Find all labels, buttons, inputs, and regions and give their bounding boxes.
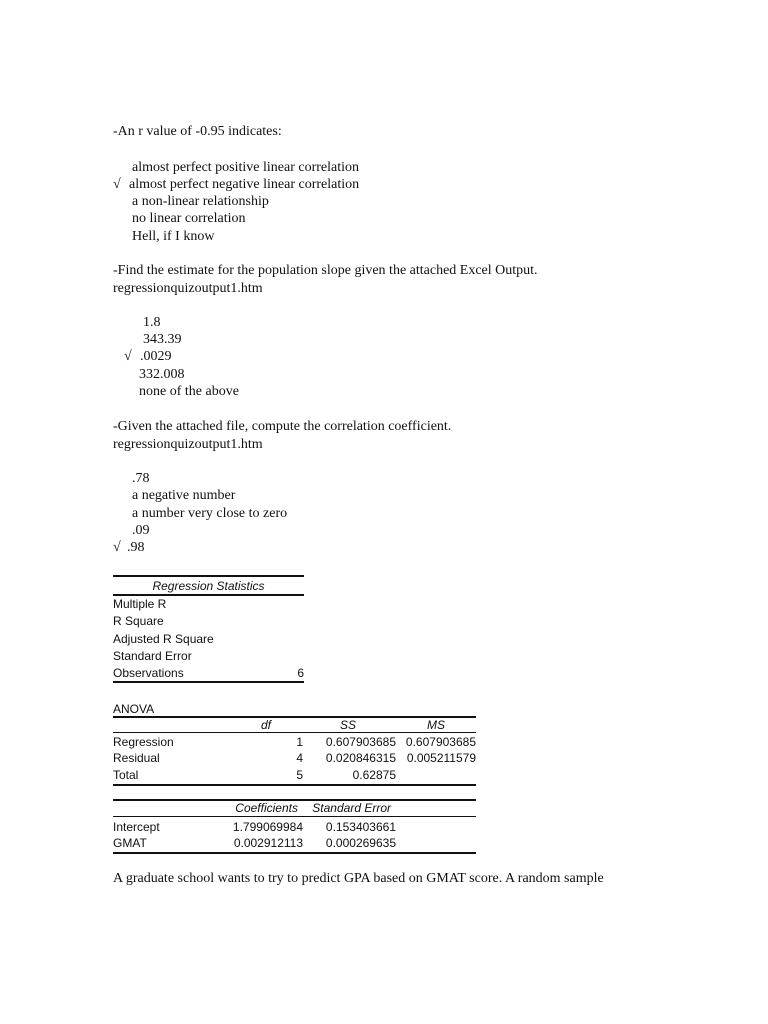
q3-question: -Given the attached file, compute the correlation coefficient.: [113, 419, 452, 434]
q2-option-2: 343.39: [143, 332, 182, 347]
anova-row-ss: 0.607903685: [325, 735, 396, 749]
anova-bottom-rule: [113, 784, 476, 786]
q3-file-link[interactable]: regressionquizoutput1.htm: [113, 437, 263, 452]
q1-option-1: almost perfect positive linear correlation: [132, 160, 360, 175]
q2-option-3: .0029: [140, 349, 172, 364]
coef-row-se: 0.153403661: [325, 820, 396, 834]
anova-row-label: Total: [113, 768, 139, 782]
coef-header-coefficients: Coefficients: [235, 801, 298, 815]
q2-check-mark: √: [124, 349, 132, 364]
q1-check-mark: √: [113, 177, 121, 192]
q3-option-5: .98: [127, 540, 145, 555]
header-rule: [113, 594, 304, 596]
coef-row-coef: 0.002912113: [233, 836, 303, 850]
stat-label-observations: Observations: [113, 666, 184, 680]
anova-header-df: df: [260, 718, 271, 732]
anova-row-ss: 0.62875: [352, 768, 396, 782]
stat-label-standard-error: Standard Error: [113, 649, 192, 663]
table-top-rule: [113, 575, 304, 577]
coef-header-standard-error: Standard Error: [312, 801, 391, 815]
q1-option-2: almost perfect negative linear correlation: [129, 177, 360, 192]
coef-row-label: Intercept: [113, 820, 160, 834]
q3-check-mark: √: [113, 540, 121, 555]
anova-row-df: 4: [296, 751, 303, 765]
q1-option-5: Hell, if I know: [132, 229, 215, 244]
anova-header-rule: [113, 732, 476, 733]
coef-bottom-rule: [113, 852, 476, 854]
anova-row-df: 5: [296, 768, 303, 782]
q3-option-3: a number very close to zero: [132, 506, 288, 521]
anova-row-df: 1: [296, 735, 303, 749]
q2-option-5: none of the above: [139, 384, 239, 399]
regression-statistics-header: Regression Statistics: [152, 579, 265, 593]
q2-option-4: 332.008: [139, 367, 185, 382]
anova-header-ss: SS: [339, 718, 356, 732]
anova-title: ANOVA: [113, 702, 155, 716]
stat-label-multiple-r: Multiple R: [113, 597, 167, 611]
coef-row-se: 0.000269635: [325, 836, 396, 850]
q2-question: -Find the estimate for the population slope given the attached Excel Output.: [113, 263, 538, 278]
anova-row-label: Residual: [113, 751, 160, 765]
coef-row-coef: 1.799069984: [232, 820, 303, 834]
anova-header-ms: MS: [427, 718, 445, 732]
anova-row-ms: 0.005211579: [406, 751, 476, 765]
q2-file-link[interactable]: regressionquizoutput1.htm: [113, 281, 263, 296]
q1-question: -An r value of -0.95 indicates:: [113, 124, 282, 139]
q1-option-4: no linear correlation: [132, 211, 246, 226]
q3-option-1: .78: [132, 471, 150, 486]
q2-option-1: 1.8: [143, 315, 161, 330]
anova-row-ss: 0.020846315: [325, 751, 396, 765]
anova-row-ms: 0.607903685: [405, 735, 476, 749]
q3-option-2: a negative number: [132, 488, 236, 503]
footer-paragraph: A graduate school wants to try to predict GPA based on GMAT score. A random sample: [113, 871, 604, 886]
coef-row-label: GMAT: [113, 836, 147, 850]
stat-value-observations: 6: [297, 666, 304, 680]
q1-option-3: a non-linear relationship: [132, 194, 269, 209]
stat-label-adjusted-r-square: Adjusted R Square: [113, 632, 214, 646]
anova-row-label: Regression: [113, 735, 174, 749]
stat-label-r-square: R Square: [113, 614, 164, 628]
q3-option-4: .09: [132, 523, 150, 538]
table-bottom-rule: [113, 681, 304, 683]
coef-header-rule: [113, 816, 476, 817]
